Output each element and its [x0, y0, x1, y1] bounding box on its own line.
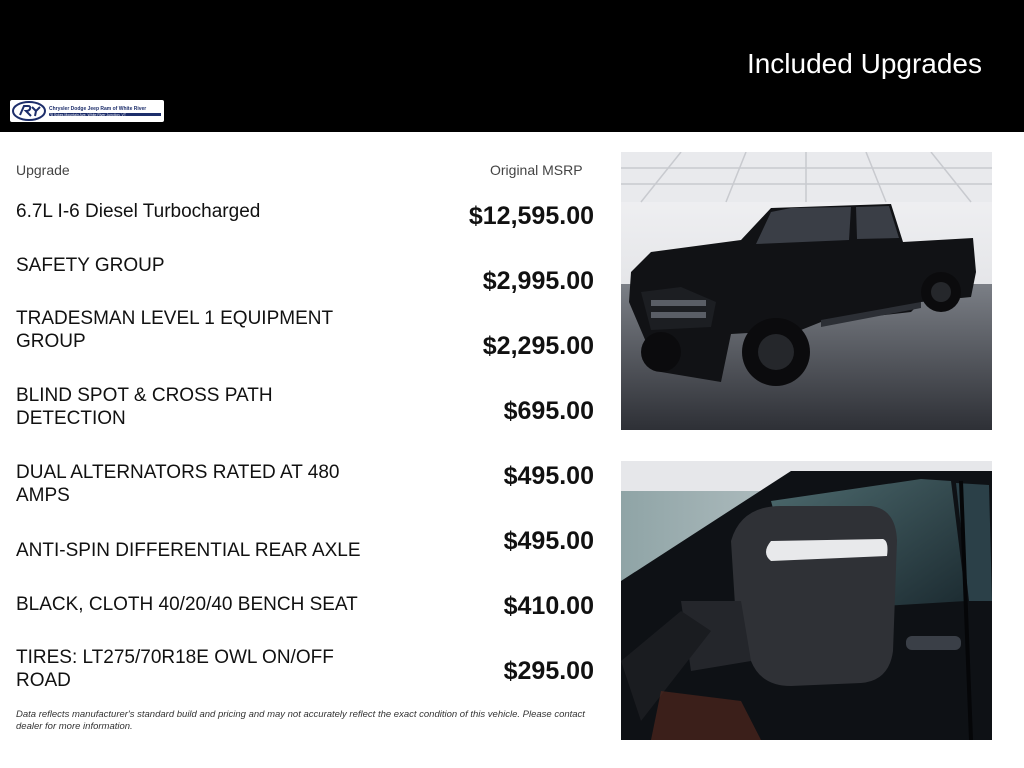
- dealer-logo-text: [49, 107, 161, 116]
- truck-photo: [621, 152, 992, 430]
- upgrade-name: BLIND SPOT & CROSS PATH DETECTION: [16, 385, 273, 429]
- upgrade-price: $695.00: [503, 397, 594, 425]
- dealer-address: 78 Sykes Mountain Ave, White River Junction, VT: [49, 112, 126, 117]
- page-title: Included Upgrades: [746, 48, 982, 79]
- column-header-upgrade: Upgrade: [16, 162, 70, 178]
- upgrade-price: $495.00: [503, 527, 594, 555]
- upgrade-price: $2,295.00: [482, 332, 594, 360]
- upgrade-name: TRADESMAN LEVEL 1 EQUIPMENT GROUP: [16, 308, 333, 352]
- upgrade-name: 6.7L I-6 Diesel Turbocharged: [16, 201, 261, 222]
- dealer-logo-icon: [12, 101, 46, 121]
- logo-bar: [49, 113, 161, 116]
- dealer-logo: [10, 100, 164, 122]
- header-bar: [0, 0, 1024, 132]
- upgrade-price: $410.00: [503, 592, 594, 620]
- upgrade-price: $2,995.00: [482, 267, 594, 295]
- upgrade-name: DUAL ALTERNATORS RATED AT 480 AMPS: [16, 462, 340, 506]
- side-mirror-icon: [621, 461, 992, 740]
- dealer-name: Chrysler Dodge Jeep Ram of White River: [49, 105, 147, 112]
- upgrade-price: $12,595.00: [468, 202, 594, 230]
- column-header-msrp: Original MSRP: [490, 162, 583, 178]
- pickup-truck-icon: [621, 152, 992, 430]
- disclaimer-text: Data reflects manufacturer's standard build and pricing and may not accurately reflect the exact condition of this vehicle. Please contact dealer for more information.: [16, 709, 585, 732]
- upgrade-name: SAFETY GROUP: [16, 255, 165, 276]
- upgrade-price: $295.00: [503, 657, 594, 685]
- upgrade-name: TIRES: LT275/70R18E OWL ON/OFF ROAD: [16, 647, 334, 691]
- mirror-photo: [621, 461, 992, 740]
- upgrade-name: ANTI-SPIN DIFFERENTIAL REAR AXLE: [16, 540, 361, 561]
- upgrade-price: $495.00: [503, 462, 594, 490]
- upgrade-name: BLACK, CLOTH 40/20/40 BENCH SEAT: [16, 594, 358, 615]
